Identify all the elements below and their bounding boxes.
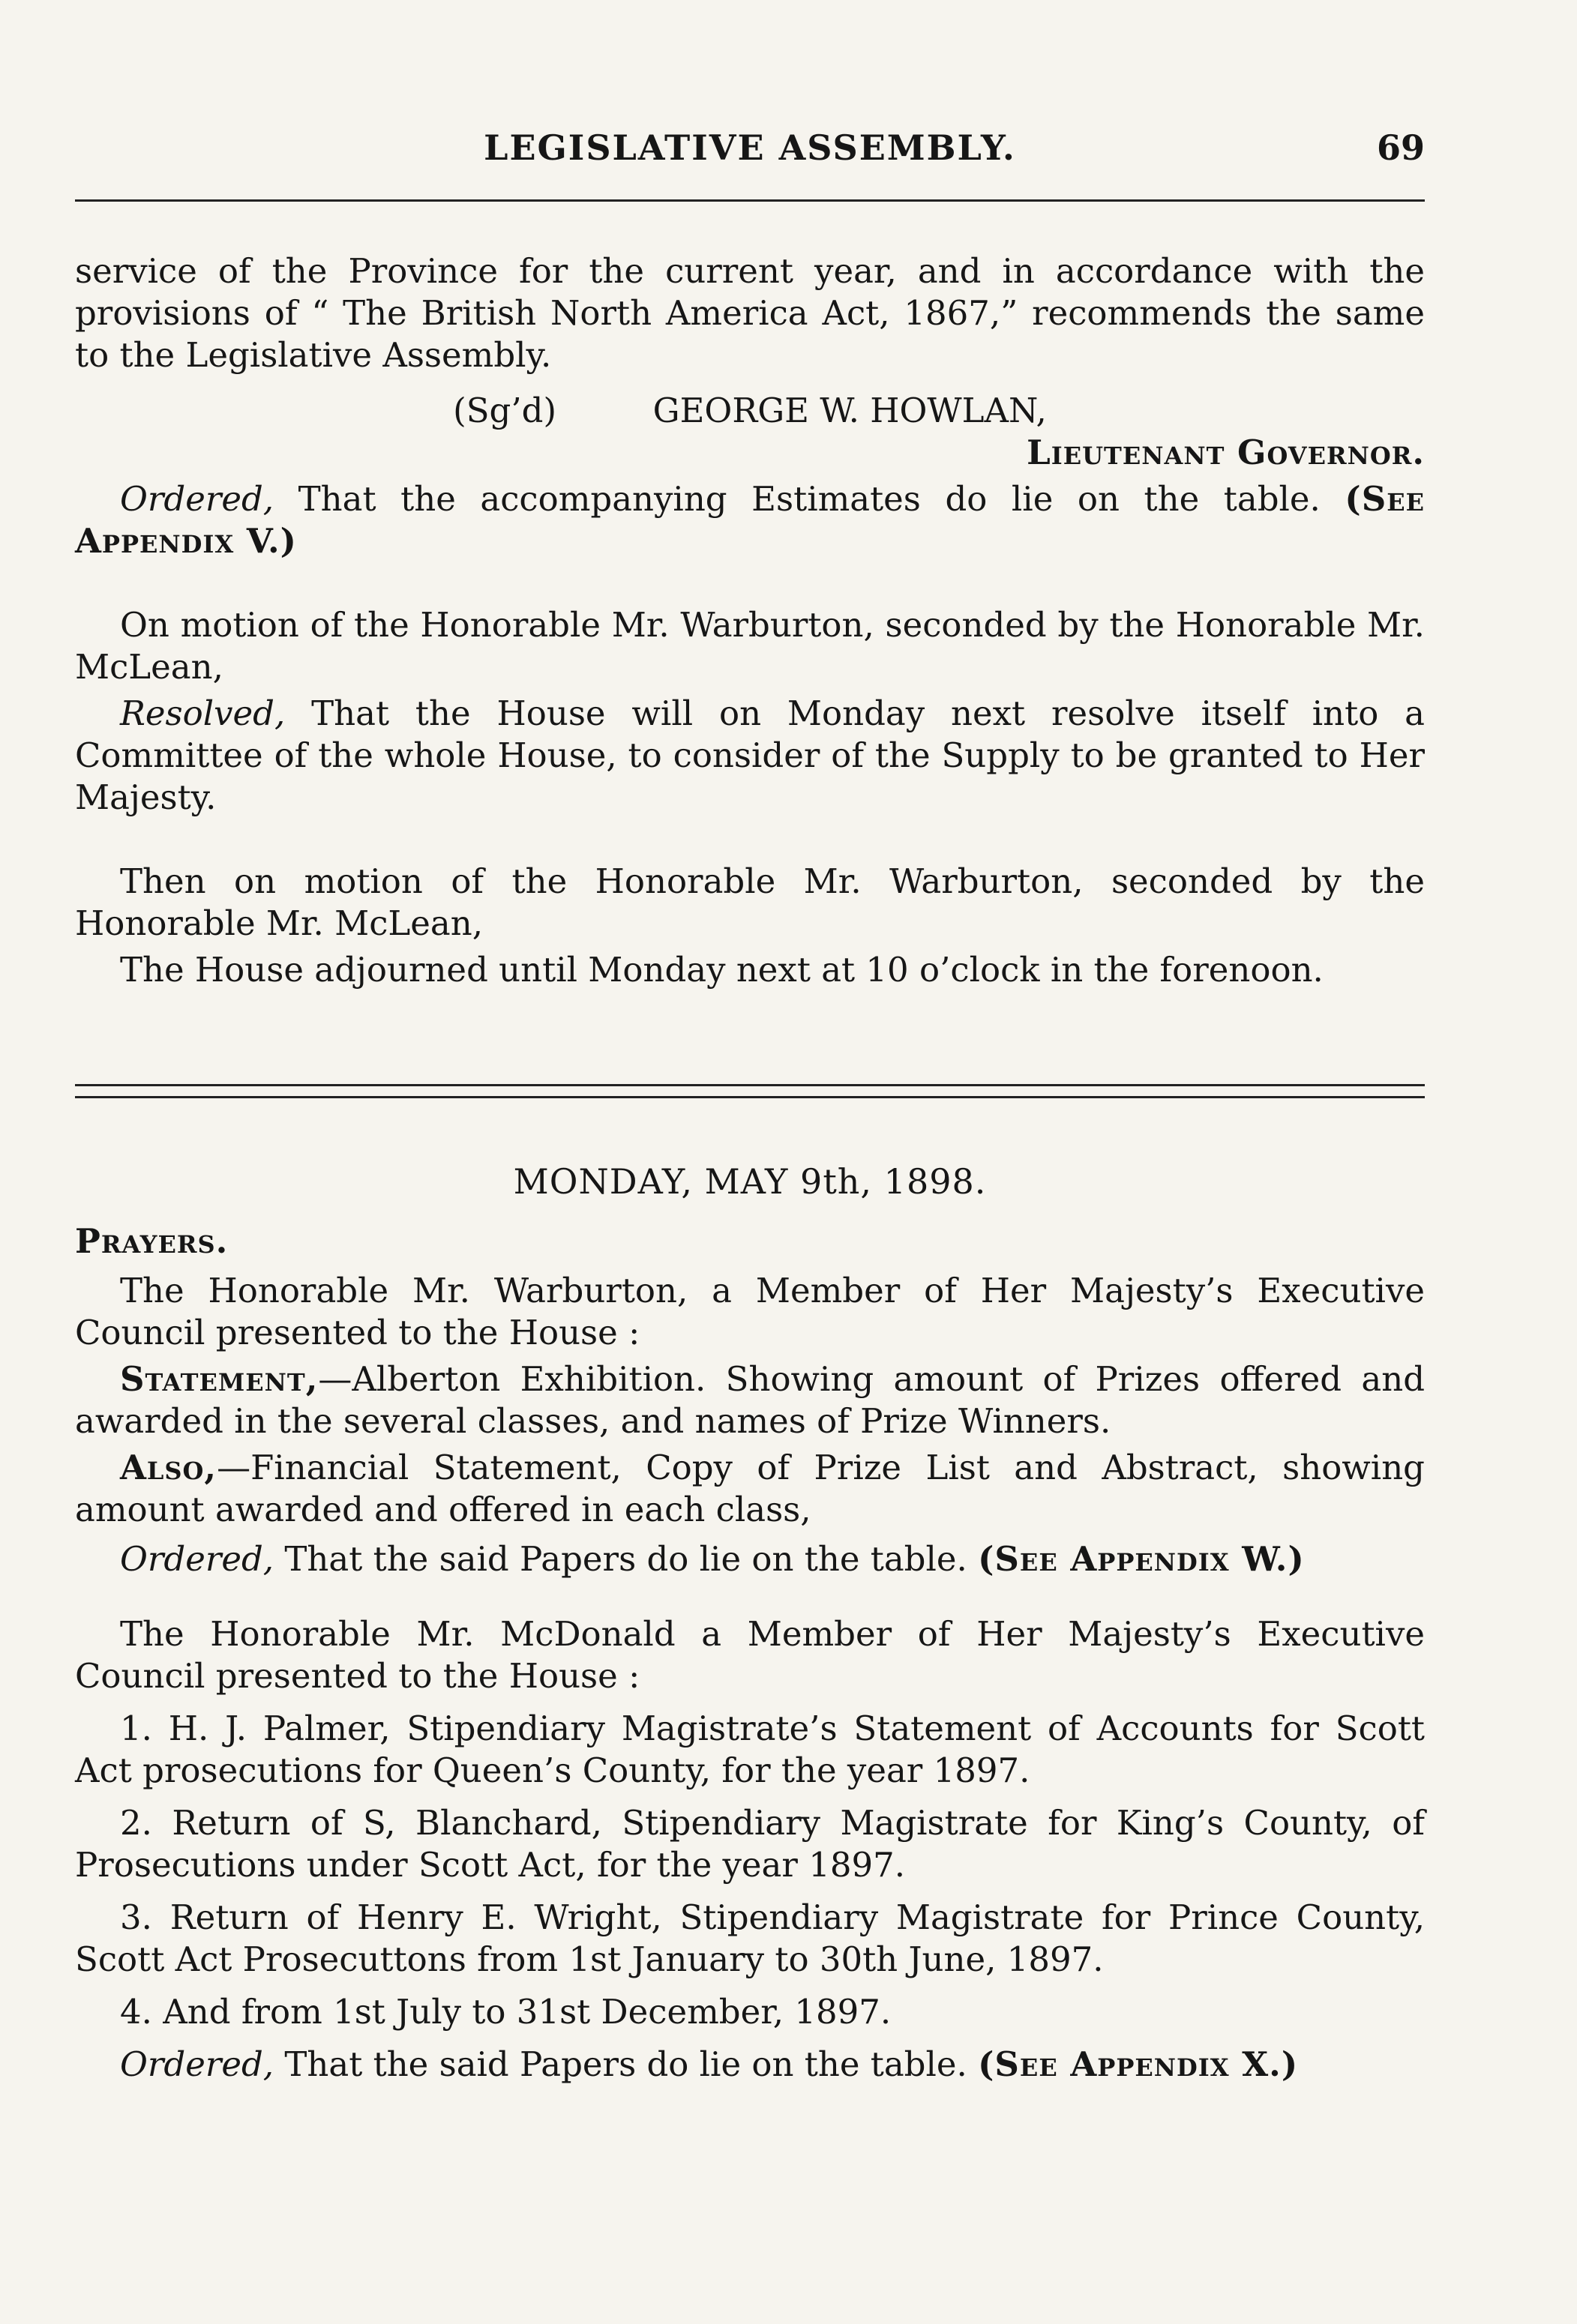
date-heading: MONDAY, MAY 9th, 1898.: [513, 1161, 987, 1202]
statement-text: —Alberton Exhibition. Showing amount of Prizes offered and awarded in the several classes, and names of Prize Winners.: [75, 1359, 1425, 1441]
page-header: [75, 127, 1425, 180]
presented-paragraph-2: The Honorable Mr. McDonald a Member of Her Majesty’s Executive Council presented to the House :: [75, 1614, 1425, 1696]
prayers-heading: Prayers.: [75, 1221, 229, 1261]
resolved-text: That the House will on Monday next resolve itself into a Committee of the whole House, to consider of the Supply to be granted to Her Majesty.: [75, 693, 1425, 817]
appendix-reference: (See Appendix V.): [75, 479, 1425, 561]
ordered-paragraph: [75, 478, 1425, 562]
continuation-paragraph: service of the Province for the current year, and in accordance with the provisions of “ The British North America Act, 1867,” recommends the same to the Legislative Assembly.: [75, 251, 1425, 375]
ordered-word: Ordered,: [120, 2044, 274, 2084]
item-text: Return of S, Blanchard, Stipendiary Magistrate for King’s County, of Prosecutions under Scott Act, for the year 1897.: [75, 1803, 1426, 1885]
item-text: H. J. Palmer, Stipendiary Magistrate’s Statement of Accounts for Scott Act prosecutions for Queen’s County, for the year 1897.: [75, 1709, 1425, 1790]
resolved-word: Resolved,: [120, 693, 286, 733]
signature-title: Lieutenant Governor.: [1027, 433, 1425, 472]
also-text: —Financial Statement, Copy of Prize List and Abstract, showing amount awarded and offered in each class,: [75, 1448, 1425, 1529]
signature-line: [75, 390, 1425, 432]
presented-paragraph: The Honorable Mr. Warburton, a Member of Her Majesty’s Executive Council presented to the House :: [75, 1271, 1425, 1352]
item-number: 1.: [120, 1709, 152, 1748]
header-rule: [75, 199, 1425, 202]
page-number: 69: [1376, 127, 1425, 168]
item-number: 4.: [120, 1992, 152, 2032]
ordered-paragraph-w: [75, 1538, 1425, 1580]
ordered-paragraph-x: [75, 2044, 1425, 2086]
list-item-4: [75, 1991, 1425, 2033]
list-item-2: [75, 1802, 1425, 1886]
section-rule-bottom: [75, 1096, 1425, 1098]
appendix-reference: (See Appendix W.): [978, 1539, 1305, 1579]
ordered-text: That the accompanying Estimates do lie on the table.: [274, 479, 1321, 519]
ordered-text: That the said Papers do lie on the table.: [274, 1539, 967, 1579]
motion-paragraph-2: Then on motion of the Honorable Mr. Warburton, seconded by the Honorable Mr. McLean,: [75, 861, 1425, 943]
item-number: 3.: [120, 1897, 152, 1937]
item-text: And from 1st July to 31st December, 1897.: [163, 1992, 892, 2032]
statement-paragraph: [75, 1358, 1425, 1442]
ordered-text: That the said Papers do lie on the table.: [274, 2044, 967, 2084]
item-number: 2.: [120, 1803, 152, 1843]
list-item-1: [75, 1708, 1425, 1792]
motion-paragraph: On motion of the Honorable Mr. Warburton, seconded by the Honorable Mr. McLean,: [75, 605, 1425, 687]
monday-section: [75, 1161, 1425, 2086]
ordered-word: Ordered,: [120, 1539, 274, 1579]
item-text: Return of Henry E. Wright, Stipendiary Magistrate for Prince County, Scott Act Prosecuttons from 1st January to 30th June, 1897.: [75, 1897, 1426, 1979]
list-item-3: [75, 1897, 1425, 1981]
statement-label: Statement,: [120, 1359, 319, 1399]
ordered-word: Ordered,: [120, 479, 274, 519]
section-rule-top: [75, 1084, 1425, 1086]
also-paragraph: [75, 1447, 1425, 1531]
resolved-paragraph: [75, 693, 1425, 819]
appendix-reference: (See Appendix X.): [978, 2044, 1299, 2084]
adjourned-paragraph: The House adjourned until Monday next at 10 o’clock in the forenoon.: [120, 950, 1324, 990]
signature-name: GEORGE W. HOWLAN,: [652, 391, 1047, 430]
signature-prefix: (Sg’d): [453, 391, 556, 430]
running-title: LEGISLATIVE ASSEMBLY.: [484, 127, 1016, 168]
also-label: Also,: [120, 1448, 217, 1487]
top-section: [75, 250, 1425, 991]
